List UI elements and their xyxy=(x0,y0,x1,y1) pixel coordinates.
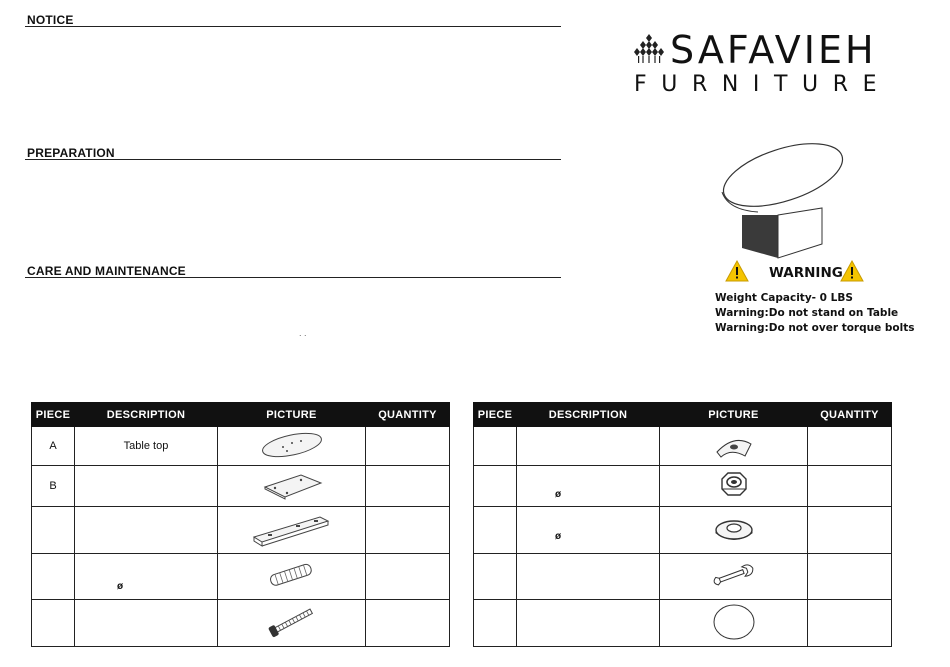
table-illustration xyxy=(718,140,848,260)
description-cell xyxy=(517,466,660,507)
header-description: DESCRIPTION xyxy=(517,403,660,427)
flat-washer-icon xyxy=(712,514,756,544)
table-header xyxy=(32,403,450,427)
picture-cell xyxy=(218,507,366,554)
safavieh-logo xyxy=(632,28,894,100)
header-quantity: QUANTITY xyxy=(366,403,450,427)
diameter-symbol: ø xyxy=(555,489,562,500)
piece-cell xyxy=(32,554,75,600)
plate-icon xyxy=(257,469,327,501)
oval-top-icon xyxy=(257,430,327,460)
warning-text xyxy=(715,291,914,336)
quantity-cell xyxy=(808,507,892,554)
quantity-cell xyxy=(366,507,450,554)
header-description: DESCRIPTION xyxy=(75,403,218,427)
quantity-cell xyxy=(366,600,450,647)
piece-cell xyxy=(474,554,517,600)
weight-capacity-line: Weight Capacity- 0 LBS xyxy=(715,292,853,304)
description-cell xyxy=(75,600,218,647)
table-row xyxy=(32,554,450,600)
warning-banner xyxy=(723,260,863,286)
table-row xyxy=(32,466,450,507)
piece-cell xyxy=(474,507,517,554)
hex-nut-icon xyxy=(714,469,754,501)
quantity-cell xyxy=(808,554,892,600)
piece-cell: A xyxy=(32,427,75,466)
logo-brand: SAFAVIEH xyxy=(670,28,877,72)
warning-torque-line: Warning:Do not over torque bolts xyxy=(715,322,915,334)
parts-table-right xyxy=(473,402,892,647)
care-heading: CARE AND MAINTENANCE xyxy=(27,264,186,278)
quantity-cell xyxy=(808,600,892,647)
preparation-heading: PREPARATION xyxy=(27,146,115,160)
quantity-cell xyxy=(808,466,892,507)
picture-cell xyxy=(660,600,808,647)
picture-cell xyxy=(218,466,366,507)
logo-subtitle: FURNITURE xyxy=(634,72,892,97)
description-cell: Table top xyxy=(75,427,218,466)
description-cell xyxy=(517,554,660,600)
table-row xyxy=(474,554,892,600)
logo-mark-icon xyxy=(632,34,666,64)
quantity-cell xyxy=(808,427,892,466)
description-cell xyxy=(75,554,218,600)
bolt-icon xyxy=(262,604,322,640)
description-cell xyxy=(517,427,660,466)
header-picture: PICTURE xyxy=(660,403,808,427)
stray-marks: . . xyxy=(299,328,307,338)
piece-cell: B xyxy=(32,466,75,507)
table-row xyxy=(32,427,450,466)
warning-triangle-icon xyxy=(840,260,864,282)
diameter-symbol: ø xyxy=(117,581,124,592)
piece-cell xyxy=(474,427,517,466)
description-cell xyxy=(75,466,218,507)
table-row xyxy=(32,507,450,554)
piece-cell xyxy=(474,466,517,507)
preparation-rule xyxy=(25,159,561,160)
warning-stand-line: Warning:Do not stand on Table xyxy=(715,307,899,319)
picture-cell xyxy=(660,554,808,600)
picture-cell xyxy=(218,600,366,647)
picture-cell xyxy=(660,507,808,554)
picture-cell xyxy=(660,427,808,466)
parts-table-left xyxy=(31,402,450,647)
table-row xyxy=(474,507,892,554)
warning-triangle-icon xyxy=(725,260,749,282)
care-rule xyxy=(25,277,561,278)
table-header xyxy=(474,403,892,427)
quantity-cell xyxy=(366,554,450,600)
warning-title: WARNING xyxy=(769,265,843,281)
quantity-cell xyxy=(366,427,450,466)
description-cell xyxy=(517,507,660,554)
circle-icon xyxy=(711,602,757,642)
description-cell xyxy=(75,507,218,554)
diameter-symbol: ø xyxy=(555,531,562,542)
table-row xyxy=(474,466,892,507)
curved-washer-icon xyxy=(709,430,759,460)
table-row xyxy=(32,600,450,647)
header-piece: PIECE xyxy=(474,403,517,427)
bar-bracket-icon xyxy=(250,509,334,549)
dowel-icon xyxy=(262,560,322,590)
wrench-icon xyxy=(710,560,758,590)
piece-cell xyxy=(32,507,75,554)
description-cell xyxy=(517,600,660,647)
picture-cell xyxy=(218,427,366,466)
quantity-cell xyxy=(366,466,450,507)
header-picture: PICTURE xyxy=(218,403,366,427)
table-row xyxy=(474,600,892,647)
picture-cell xyxy=(218,554,366,600)
piece-cell xyxy=(474,600,517,647)
header-piece: PIECE xyxy=(32,403,75,427)
notice-rule xyxy=(25,26,561,27)
picture-cell xyxy=(660,466,808,507)
notice-heading: NOTICE xyxy=(27,13,74,27)
header-quantity: QUANTITY xyxy=(808,403,892,427)
table-row xyxy=(474,427,892,466)
piece-cell xyxy=(32,600,75,647)
